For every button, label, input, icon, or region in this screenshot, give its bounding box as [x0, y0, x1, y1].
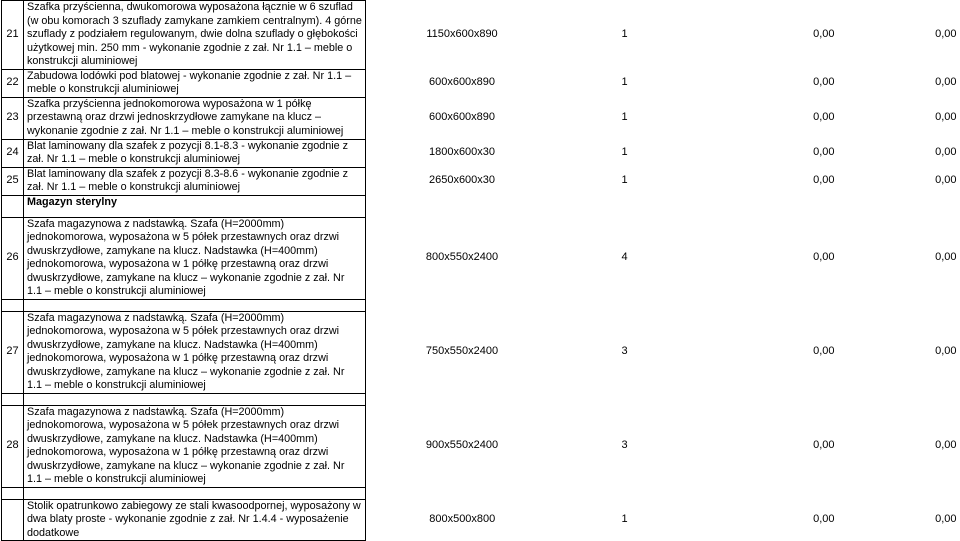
row-dimensions: 600x600x890	[428, 76, 496, 89]
row-dimensions: 800x550x2400	[425, 251, 499, 264]
table-row	[2, 499, 960, 541]
row-total: 0,00	[935, 146, 957, 159]
row-unit-price: 0,00	[813, 146, 835, 159]
row-number	[2, 499, 24, 541]
section-row	[2, 195, 960, 209]
row-quantity: 3	[621, 439, 628, 452]
row-unit-price: 0,00	[813, 439, 835, 452]
row-number: 26	[2, 217, 24, 299]
table-row	[2, 167, 960, 195]
row-quantity: 1	[621, 174, 628, 187]
row-total: 0,00	[935, 28, 957, 40]
row-dimensions: 1800x600x30	[428, 146, 496, 159]
row-number: 25	[2, 167, 24, 195]
row-total: 0,00	[935, 439, 957, 452]
row-quantity: 1	[621, 146, 628, 159]
row-unit-price: 0,00	[813, 345, 835, 358]
row-description: Szafa magazynowa z nadstawką. Szafa (H=2000mm) jednokomorowa, wyposażona w 5 półek przestawnych oraz drzwi dwuskrzydłowe, zamykane na klucz. Nadstawka (H=400mm) jednokomorowa, wyposażona w 1 półkę przestawną oraz drzwi dwuskrzydłowe, zamykane na klucz – wykonanie zgodnie z zał. Nr 1.1 – meble o konstrukcji aluminiowej	[24, 405, 366, 487]
row-dimensions: 1150x600x890	[426, 28, 498, 40]
table-row	[2, 139, 960, 167]
row-description: Stolik opatrunkowo zabiegowy ze stali kwasoodpornej, wyposażony w dwa blaty proste - wykonanie zgodnie z zał. Nr 1.4.4 - wyposażenie dodatkowe	[24, 499, 366, 541]
table-row	[2, 311, 960, 393]
row-total: 0,00	[935, 345, 957, 358]
row-quantity: 1	[621, 111, 628, 124]
table-row	[2, 1, 960, 70]
row-number: 27	[2, 311, 24, 393]
row-total: 0,00	[935, 174, 957, 187]
row-description: Zabudowa lodówki pod blatowej - wykonanie zgodnie z zał. Nr 1.1 – meble o konstrukcji aluminiowej	[24, 69, 366, 97]
row-quantity: 1	[621, 76, 628, 89]
row-quantity: 1	[621, 28, 628, 40]
row-description: Szafka przyścienna jednokomorowa wyposażona w 1 półkę przestawną oraz drzwi jednoskrzydłowe zamykane na klucz – wykonanie zgodnie z zał. Nr 1.1 – meble o konstrukcji aluminiowej	[24, 97, 366, 139]
section-title: Magazyn sterylny	[24, 195, 366, 209]
row-total: 0,00	[935, 111, 957, 124]
row-dimensions: 800x500x800	[429, 513, 496, 525]
row-number: 24	[2, 139, 24, 167]
row-dimensions: 600x600x890	[428, 111, 496, 124]
row-number: 22	[2, 69, 24, 97]
row-description: Szafka przyścienna, dwukomorowa wyposażona łącznie w 6 szuflad (w obu komorach 3 szuflady zamykane zamkiem centralnym). 4 górne szuflady z podziałem regulowanym, dwie dolna szuflady o głębokości użytkowej min. 250 mm - wykonanie zgodnie z zał. Nr 1.1 – meble o konstrukcji aluminiowej	[24, 1, 366, 70]
row-description: Szafa magazynowa z nadstawką. Szafa (H=2000mm) jednokomorowa, wyposażona w 5 półek przestawnych oraz drzwi dwuskrzydłowe, zamykane na klucz. Nadstawka (H=400mm) jednokomorowa, wyposażona w 1 półkę przestawną oraz drzwi dwuskrzydłowe, zamykane na klucz – wykonanie zgodnie z zał. Nr 1.1 – meble o konstrukcji aluminiowej	[24, 311, 366, 393]
row-quantity: 4	[621, 251, 628, 264]
spacer-row	[2, 299, 960, 311]
row-unit-price: 0,00	[813, 111, 835, 124]
spacer-row	[2, 487, 960, 499]
row-number: 23	[2, 97, 24, 139]
table-row	[2, 97, 960, 139]
row-unit-price: 0,00	[813, 174, 835, 187]
row-quantity: 3	[621, 345, 628, 358]
row-total: 0,00	[935, 513, 957, 525]
row-description: Szafa magazynowa z nadstawką. Szafa (H=2000mm) jednokomorowa, wyposażona w 5 półek przestawnych oraz drzwi dwuskrzydłowe, zamykane na klucz. Nadstawka (H=400mm) jednokomorowa, wyposażona w 1 półkę przestawną oraz drzwi dwuskrzydłowe, zamykane na klucz – wykonanie zgodnie z zał. Nr 1.1 – meble o konstrukcji aluminiowej	[24, 217, 366, 299]
row-dimensions: 900x550x2400	[425, 439, 499, 452]
equipment-table	[1, 0, 960, 541]
row-dimensions: 750x550x2400	[425, 345, 499, 358]
row-unit-price: 0,00	[813, 513, 835, 525]
row-total: 0,00	[935, 251, 957, 264]
row-dimensions: 2650x600x30	[428, 174, 496, 187]
row-total: 0,00	[935, 76, 957, 89]
spacer-row	[2, 209, 960, 217]
row-description: Blat laminowany dla szafek z pozycji 8.3-8.6 - wykonanie zgodnie z zał. Nr 1.1 – meble o konstrukcji aluminiowej	[24, 167, 366, 195]
row-description: Blat laminowany dla szafek z pozycji 8.1-8.3 - wykonanie zgodnie z zał. Nr 1.1 – meble o konstrukcji aluminiowej	[24, 139, 366, 167]
table-row	[2, 217, 960, 299]
row-unit-price: 0,00	[813, 251, 835, 264]
table-row	[2, 69, 960, 97]
row-number: 28	[2, 405, 24, 487]
row-quantity: 1	[621, 513, 628, 525]
row-unit-price: 0,00	[813, 76, 835, 89]
table-row	[2, 405, 960, 487]
spacer-row	[2, 393, 960, 405]
row-unit-price: 0,00	[813, 28, 835, 40]
row-number: 21	[2, 1, 24, 70]
